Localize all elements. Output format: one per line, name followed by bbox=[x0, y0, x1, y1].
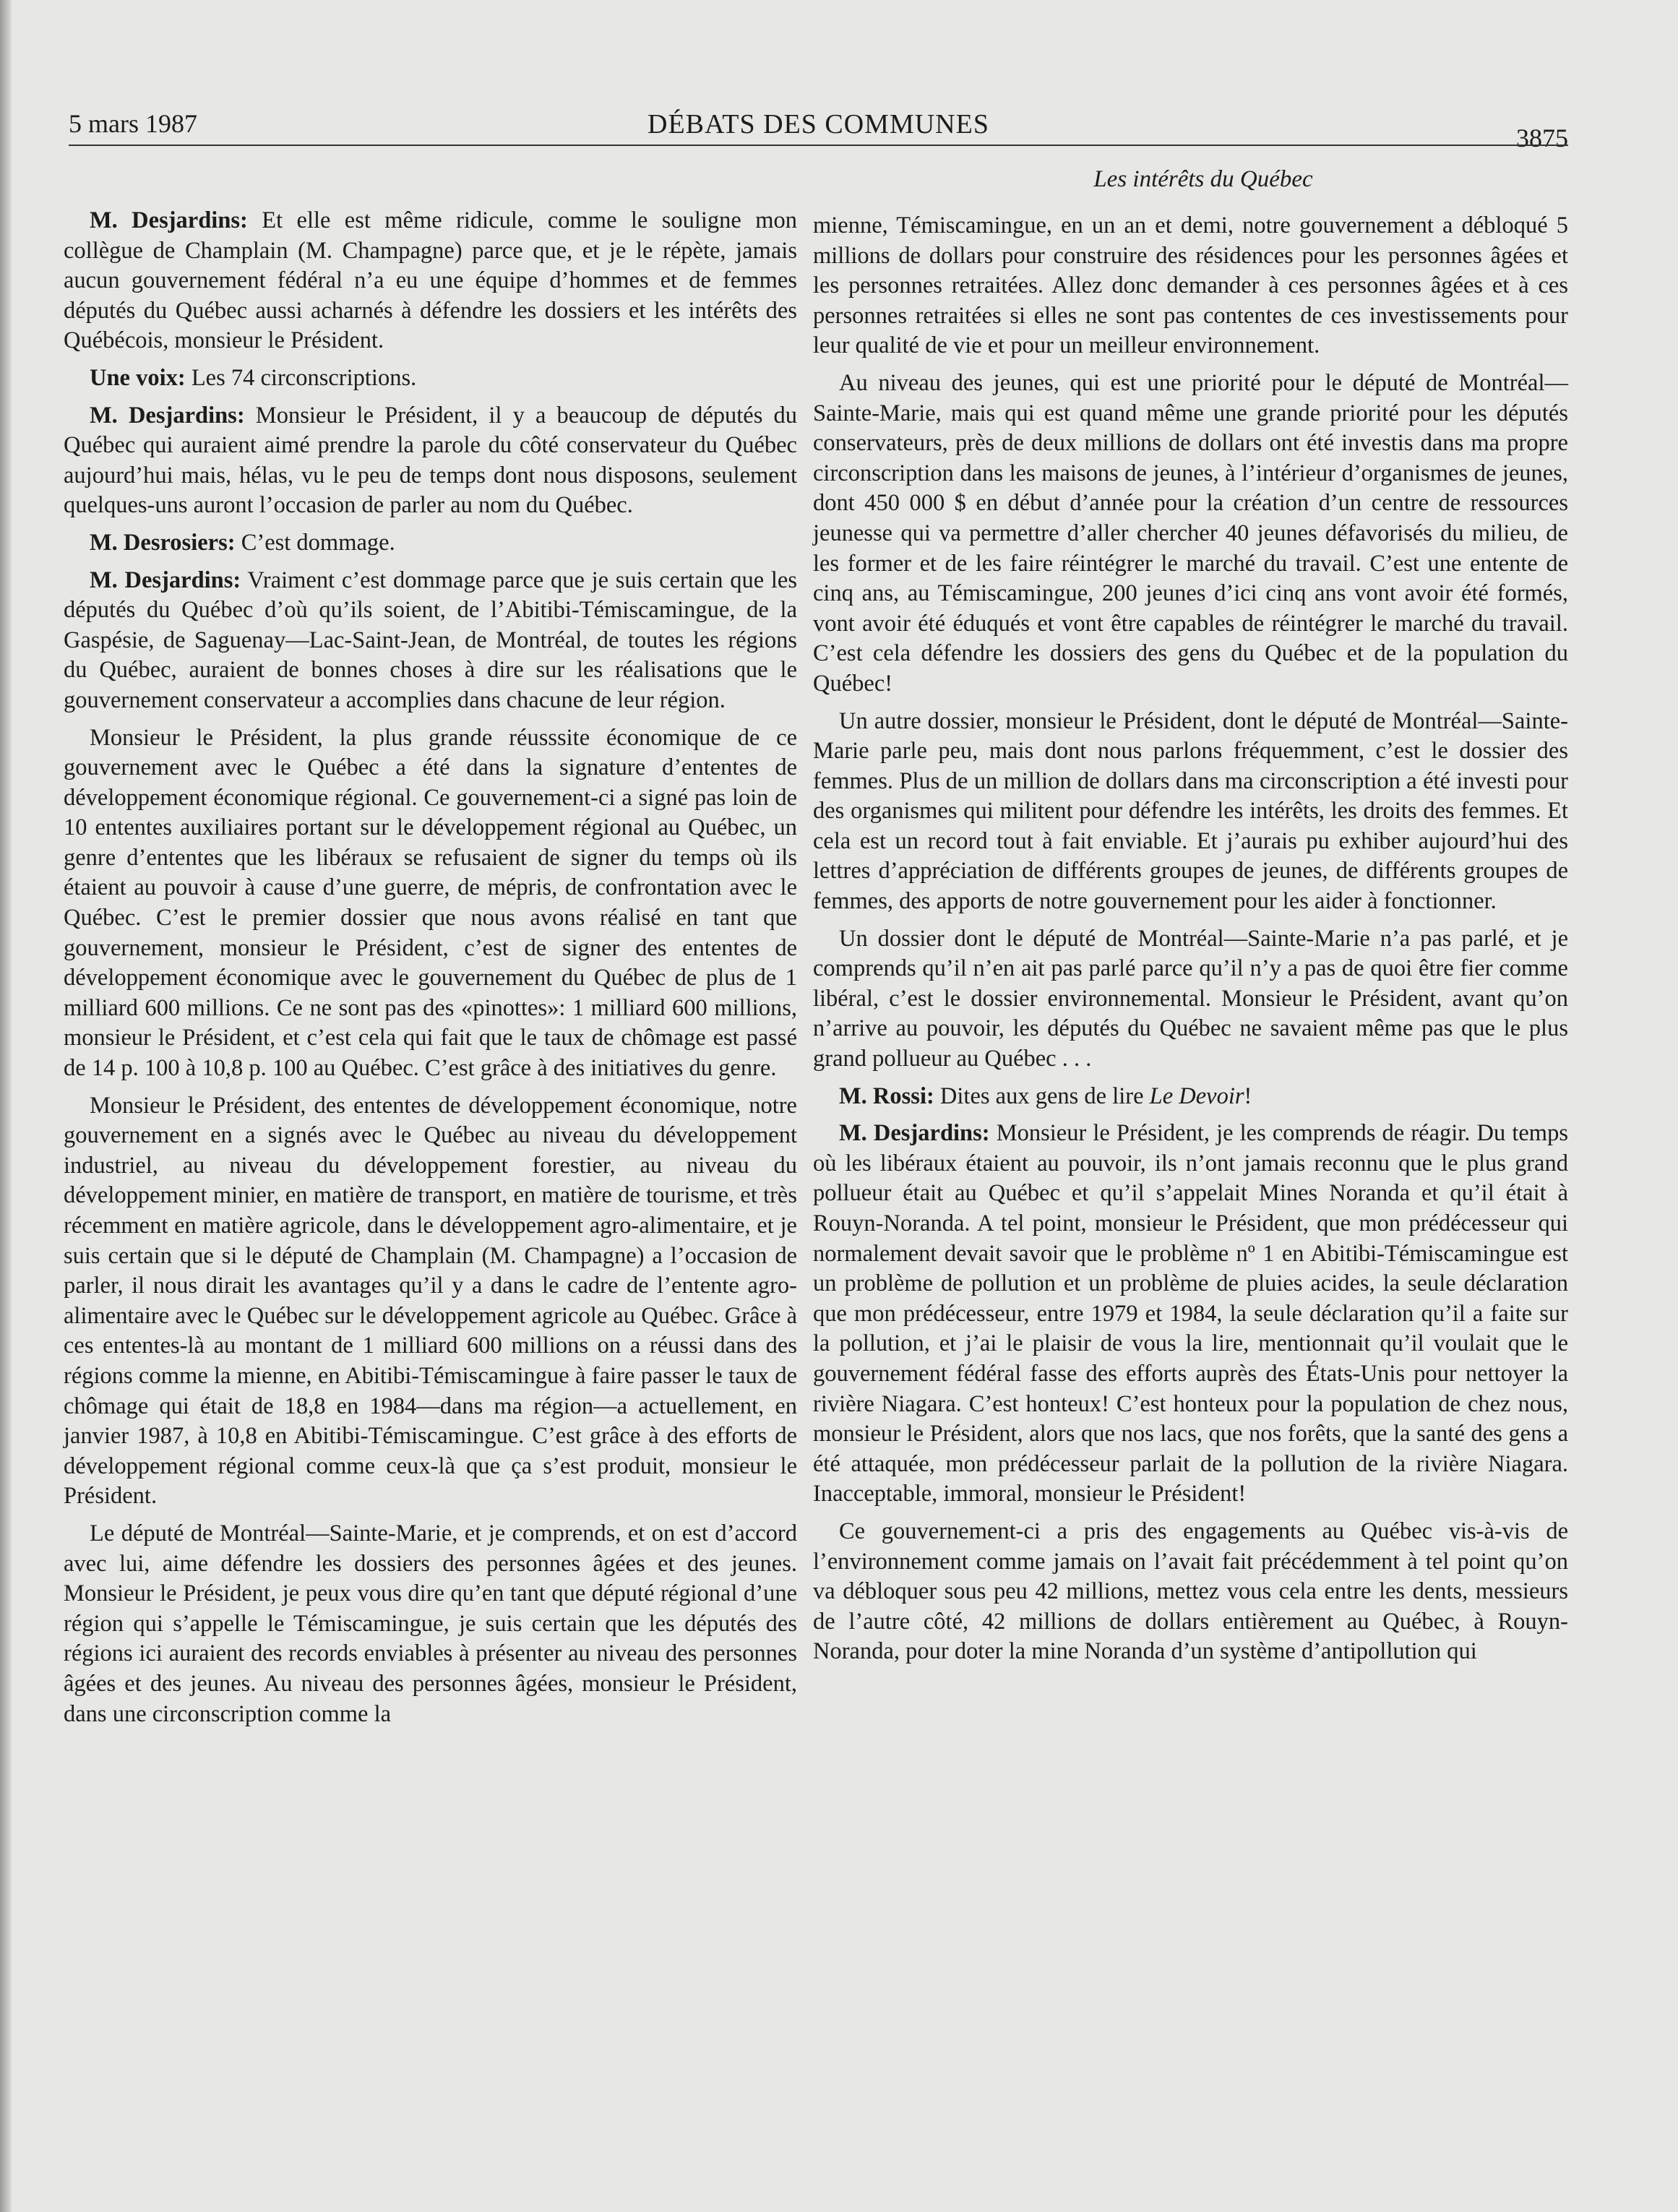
paragraph-text: Dites aux gens de lire bbox=[934, 1083, 1150, 1109]
paragraph-text: Monsieur le Président, la plus grande réusssite économique de ce gouvernement avec le Québec a été dans la signature d’ententes de développement économique régional. Ce gouvernement-ci a signé pas loin de 10 ententes auxiliaires portant sur le développement régional au Québec, un genre d’ententes que les libéraux se refusaient de signer du temps où ils étaient au pouvoir à cause d’une guerre, de mépris, de confrontation avec le Québec. C’est le premier dossier que nous avons réalisé en tant que gouvernement, monsieur le Président, c’est de signer des ententes de développement économique avec le gouvernement du Québec de plus de 1 milliard 600 millions. Ce ne sont pas des «pinottes»: 1 milliard 600 millions, monsieur le Président, et c’est cela qui fait que le taux de chômage est passé de 14 p. 100 à 10,8 p. 100 au Québec. C’est grâce à des initiatives du genre. bbox=[64, 724, 797, 1082]
paragraph-text: Monsieur le Président, je les comprends de réagir. Du temps où les libéraux étaient au pouvoir, ils n’ont jamais reconnu que le plus grand pollueur était au Québec et qu’il s’appelait Mines Noranda et qu’il était à Rouyn-Noranda. A tel point, monsieur le Président, que mon prédécesseur qui normalement devait savoir que le problème nº 1 en Abitibi-Témiscamingue est un problème de pollution et un problème de pluies acides, la seule déclaration que mon prédécesseur, entre 1979 et 1984, la seule déclaration qu’il a faite sur la pollution, et j’ai le plaisir de vous la lire, mentionnait qu’il voulait que le gouvernement fédéral fasse des efforts auprès des États-Unis pour nettoyer la rivière Niagara. C’est honteux! C’est honteux pour la population de chez nous, monsieur le Président, alors que nos lacs, que nos forêts, que la santé des gens a été attaquée, mon prédécesseur parlait de la pollution de la rivière Niagara. Inacceptable, immoral, monsieur le Président! bbox=[813, 1120, 1568, 1507]
section-rubric: Les intérêts du Québec bbox=[1093, 166, 1313, 192]
paragraph bbox=[64, 723, 797, 1084]
header-title: DÉBATS DES COMMUNES bbox=[647, 109, 989, 139]
right-column bbox=[813, 211, 1568, 1674]
paragraph bbox=[64, 401, 797, 521]
page-number: 3875 bbox=[1516, 124, 1568, 152]
paragraph bbox=[813, 1119, 1568, 1510]
speaker-name: M. Desjardins: bbox=[839, 1120, 990, 1147]
speaker-name: M. Desjardins: bbox=[90, 207, 248, 233]
paragraph bbox=[813, 707, 1568, 917]
left-column bbox=[64, 206, 797, 1737]
paragraph bbox=[813, 211, 1568, 361]
speaker-name: M. Desrosiers: bbox=[90, 529, 236, 556]
speaker-name: M. Desjardins: bbox=[90, 402, 245, 429]
paragraph-text: mienne, Témiscamingue, en un an et demi, notre gouvernement a débloqué 5 millions de dollars pour construire des résidences pour les personnes âgées et les personnes retraitées. Allez donc demander à ces personnes âgées et à ces personnes retraitées si elles ne sont pas contentes de ces investissements pour leur qualité de vie et pour un meilleur environnement. bbox=[813, 212, 1568, 359]
paragraph-text: Monsieur le Président, des ententes de développement économique, notre gouvernement en a signés avec le Québec au niveau du développement industriel, au niveau du développement forestier, au niveau du développement minier, en matière de transport, en matière de tourisme, et très récemment en matière agricole, dans le développement agro-alimentaire, et je suis certain que si le député de Champlain (M. Champagne) a l’occasion de parler, il nous dirait les avantages qu’il y a dans le cadre de l’entente agro-alimentaire avec le Québec sur le développement agricole au Québec. Grâce à ces ententes-là au montant de 1 milliard 600 millions on a réussi dans des régions comme la mienne, en Abitibi-Témiscamingue à faire passer le taux de chômage qui était de 18,8 en 1984—dans ma région—a actuellement, en janvier 1987, à 10,8 en Abitibi-Témiscamingue. C’est grâce à des efforts de développement régional comme ceux-là que ça s’est produit, monsieur le Président. bbox=[64, 1092, 797, 1510]
paragraph-text-tail: ! bbox=[1244, 1083, 1252, 1109]
paragraph-text: Vraiment c’est dommage parce que je suis certain que les députés du Québec d’où qu’ils soient, de l’Abitibi-Témiscamingue, de la Gaspésie, de Saguenay—Lac-Saint-Jean, de Montréal, de toutes les régions du Québec, auraient de bonnes choses à dire sur les réalisations que le gouvernement conservateur a accomplies dans chacune de leur région. bbox=[64, 567, 797, 713]
paragraph-text: Et elle est même ridicule, comme le souligne mon collègue de Champlain (M. Champagne) parce que, et je le répète, jamais aucun gouvernement fédéral n’a eu une équipe d’hommes et de femmes députés du Québec aussi acharnés à défendre les dossiers et les intérêts des Québécois, monsieur le Président. bbox=[64, 207, 797, 354]
speaker-name: M. Desjardins: bbox=[90, 567, 241, 593]
speaker-name: M. Rossi: bbox=[839, 1083, 934, 1109]
paragraph-text: Les 74 circonscriptions. bbox=[185, 364, 417, 391]
paragraph bbox=[64, 528, 797, 559]
header-rule bbox=[69, 145, 1568, 146]
paragraph-text: Le député de Montréal—Sainte-Marie, et je comprends, et on est d’accord avec lui, aime défendre les dossiers des personnes âgées et des jeunes. Monsieur le Président, je peux vous dire qu’en tant que député régional d’une région qui s’appelle le Témiscamingue, je suis certain que les députés des régions ici auraient des records enviables à présenter au niveau des personnes âgées et des jeunes. Au niveau des personnes âgées, monsieur le Président, dans une circonscription comme la bbox=[64, 1520, 797, 1727]
page-edge bbox=[0, 0, 12, 2212]
header-date: 5 mars 1987 bbox=[69, 109, 197, 138]
paragraph-text: Au niveau des jeunes, qui est une priorité pour le député de Montréal—Sainte-Marie, mais qui est quand même une grande priorité pour les députés conservateurs, près de deux millions de dollars ont été investis dans ma propre circonscription dans les maisons de jeunes, à l’intérieur d’organismes de jeunes, dont 450 000 $ en début d’année pour la création d’un centre de ressources jeunesse qui va permettre d’aller chercher 40 jeunes défavorisés du milieu, de les former et de les faire réintégrer le marché du travail. C’est une entente de cinq ans, au Témiscamingue, 200 jeunes d’ici cinq ans vont avoir été formés, vont avoir été éduqués et vont être capables de réintégrer le marché du travail. C’est cela défendre les dossiers des gens du Québec et de la population du Québec! bbox=[813, 369, 1568, 697]
publication-title: Le Devoir bbox=[1149, 1083, 1244, 1109]
paragraph bbox=[813, 1082, 1568, 1112]
paragraph bbox=[813, 1517, 1568, 1667]
paragraph-text: C’est dommage. bbox=[235, 529, 395, 556]
paragraph-text: Monsieur le Président, il y a beaucoup de députés du Québec qui auraient aimé prendre la parole du côté conservateur du Québec aujourd’hui mais, hélas, vu le peu de temps dont nous disposons, seulement quelques-uns auront l’occasion de parler au nom du Québec. bbox=[64, 402, 797, 519]
paragraph bbox=[813, 369, 1568, 700]
paragraph bbox=[64, 1519, 797, 1729]
paragraph bbox=[64, 1091, 797, 1512]
paragraph bbox=[64, 363, 797, 394]
paragraph bbox=[64, 206, 797, 356]
paragraph-text: Ce gouvernement-ci a pris des engagements au Québec vis-à-vis de l’environnement comme jamais on l’avait fait précédemment à tel point qu’on va débloquer sous peu 42 millions, mettez vous cela entre les dents, messieurs de l’autre côté, 42 millions de dollars entièrement au Québec, à Rouyn-Noranda, pour doter la mine Noranda d’un système d’antipollution qui bbox=[813, 1518, 1568, 1665]
paragraph-text: Un dossier dont le député de Montréal—Sainte-Marie n’a pas parlé, et je comprends qu’il n’en ait pas parlé parce qu’il n’y a pas de quoi être fier comme libéral, c’est le dossier environnemental. Monsieur le Président, avant qu’on n’arrive au pouvoir, les députés du Québec ne savaient même pas que le plus grand pollueur au Québec . . . bbox=[813, 925, 1568, 1072]
speaker-name: Une voix: bbox=[90, 364, 186, 391]
paragraph-text: Un autre dossier, monsieur le Président, dont le député de Montréal—Sainte-Marie parle peu, mais dont nous parlons fréquemment, c’est le dossier des femmes. Plus de un million de dollars dans ma circonscription a été investi pour des organismes qui militent pour défendre les intérêts, les droits des femmes. Et cela est un record tout à fait enviable. Et j’aurais pu exhiber aujourd’hui des lettres d’appréciation de différents groupes de jeunes, de différents groupes de femmes, des apports de notre gouvernement pour les aider à fonctionner. bbox=[813, 707, 1568, 915]
page-header bbox=[69, 108, 1568, 152]
paragraph bbox=[813, 924, 1568, 1075]
paragraph bbox=[64, 566, 797, 716]
